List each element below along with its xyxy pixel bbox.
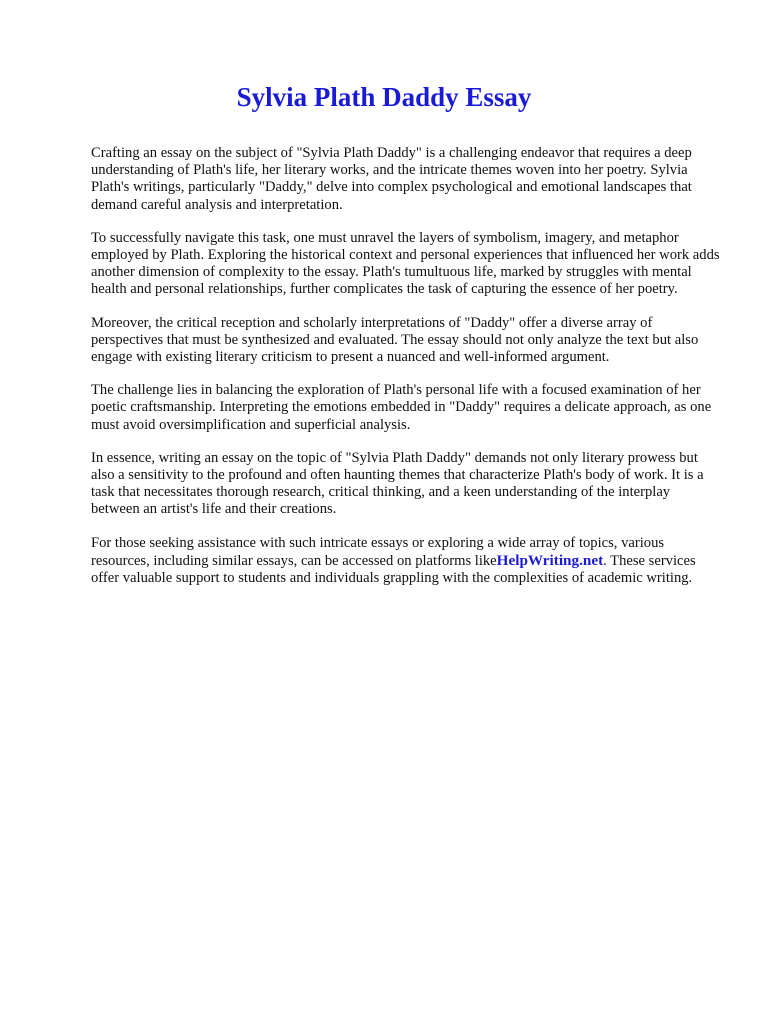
paragraph-4: The challenge lies in balancing the exploration of Plath's personal life with a focused examination of her poetic craftsmanship. Interpreting the emotions embedded in "Daddy" requires a delicate approach, as one must avoid oversimplification and superficial analysis. xyxy=(91,382,712,433)
paragraph-3: Moreover, the critical reception and scholarly interpretations of "Daddy" offer a diverse array of perspectives that must be synthesized and evaluated. The essay should not only analyze the text but also engage with existing literary criticism to present a nuanced and well-informed argument. xyxy=(91,314,699,366)
document-title: Sylvia Plath Daddy Essay xyxy=(236,82,532,112)
document-body xyxy=(91,145,721,603)
paragraph-5: In essence, writing an essay on the topic of "Sylvia Plath Daddy" demands not only literary prowess but also a sensitivity to the profound and often haunting themes that characterize Plath's body of work. It is a task that necessitates thorough research, critical thinking, and a keen understanding of the interplay between an artist's life and their creations. xyxy=(91,449,704,518)
paragraph-1: Crafting an essay on the subject of "Sylvia Plath Daddy" is a challenging endeavor that requires a deep understanding of Plath's life, her literary works, and the intricate themes woven into her poetry. Sylvia Plath's writings, particularly "Daddy," delve into complex psychological and emotional landscapes that demand careful analysis and interpretation. xyxy=(91,145,692,213)
paragraph-2: To successfully navigate this task, one must unravel the layers of symbolism, imagery, and metaphor employed by Plath. Exploring the historical context and personal experiences that influenced her work adds another dimension of complexity to the essay. Plath's tumultuous life, marked by struggles with mental health and personal relationships, further complicates the task of capturing the essence of her poetry. xyxy=(91,229,720,298)
paragraph-6-tail: . These services offer valuable support to students and individuals grappling with the complexities of academic writing. xyxy=(91,552,696,587)
paragraph-6 xyxy=(91,535,721,588)
helpwriting-link[interactable]: HelpWriting.net xyxy=(496,551,604,569)
paragraph-6-lead: For those seeking assistance with such intricate essays or exploring a wide array of topics, various resources, including similar essays, can be accessed on platforms like xyxy=(91,534,665,569)
